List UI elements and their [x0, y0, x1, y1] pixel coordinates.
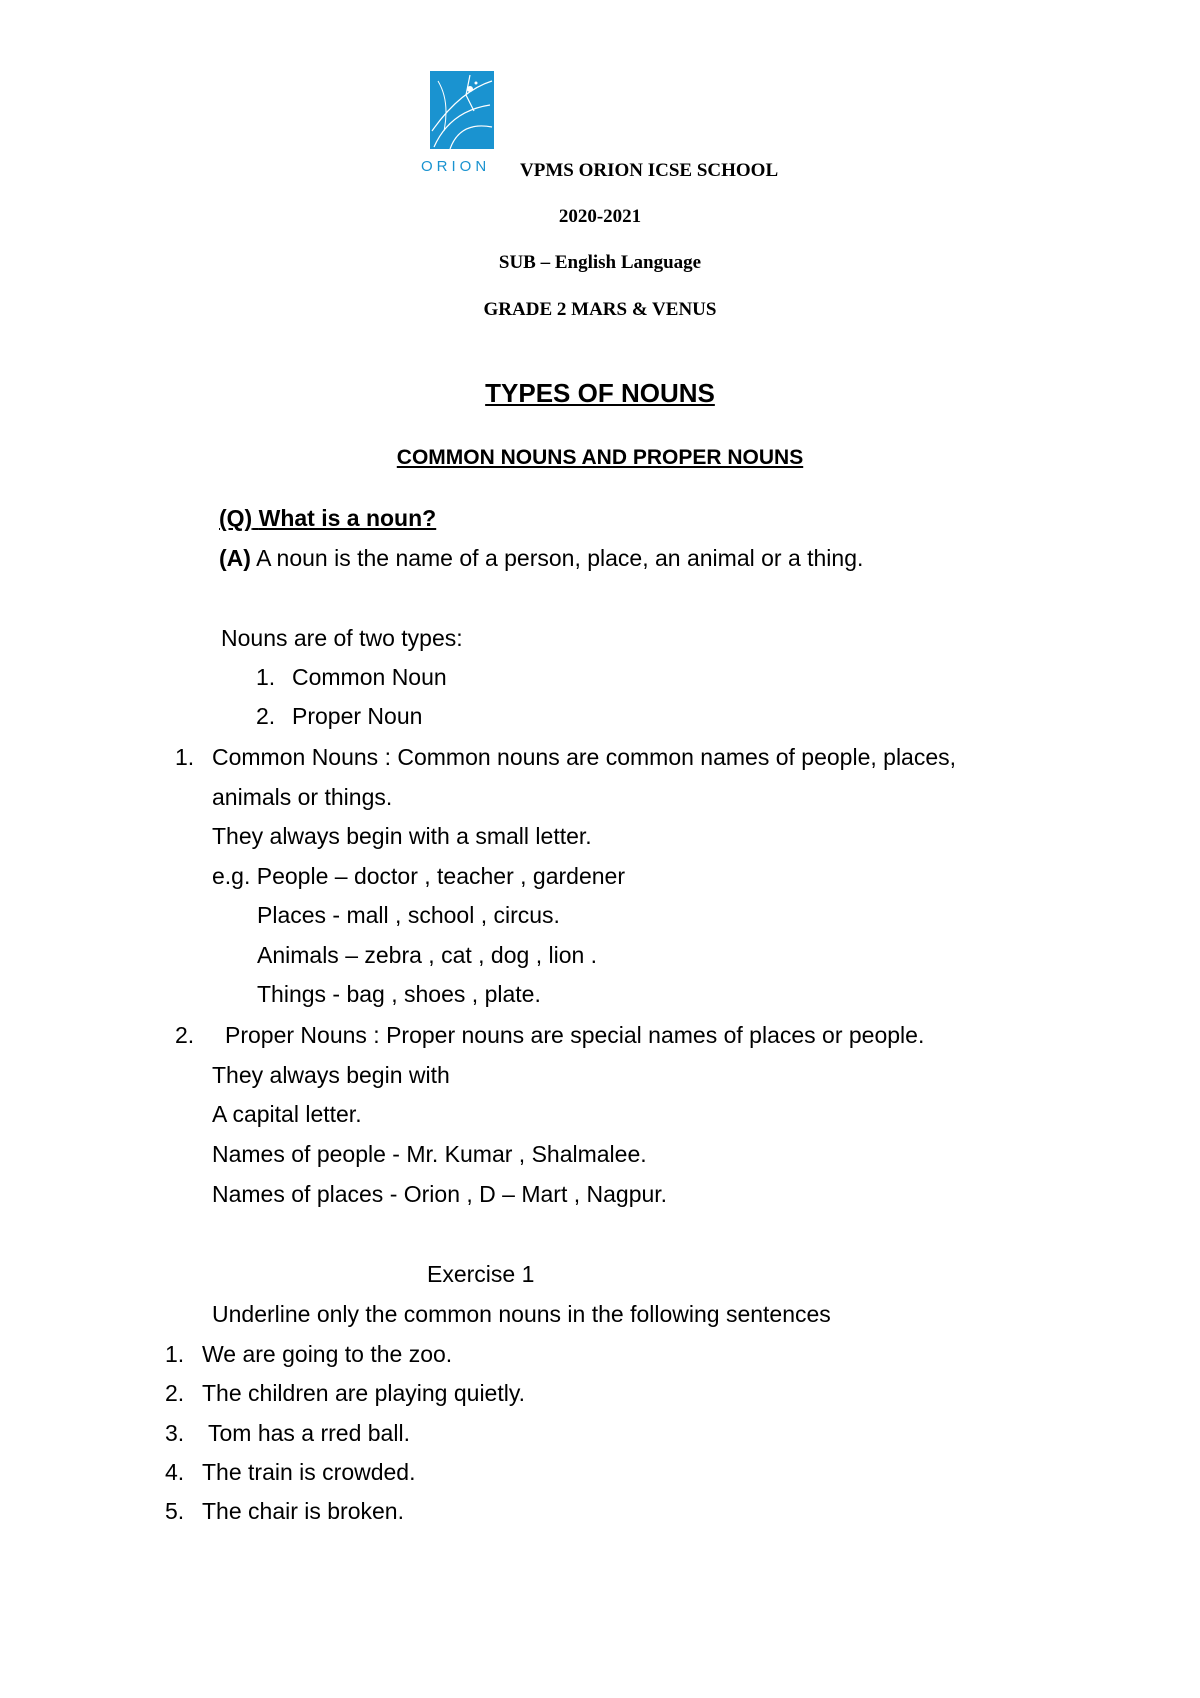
common-example-people: e.g. People – doctor , teacher , gardener [212, 863, 625, 889]
exercise-title: Exercise 1 [427, 1261, 535, 1287]
exercise-item [165, 1498, 404, 1525]
list-text: The chair is broken. [202, 1498, 404, 1524]
exercise-instruction: Underline only the common nouns in the following sentences [212, 1301, 831, 1327]
academic-year: 2020-2021 [558, 206, 642, 227]
common-nouns-number: 1. [175, 744, 195, 770]
answer-line [219, 545, 863, 572]
common-example-things: Things - bag , shoes , plate. [257, 981, 541, 1007]
exercise-item [165, 1420, 410, 1447]
list-text: Common Noun [292, 664, 447, 690]
grade-line: GRADE 2 MARS & VENUS [483, 299, 717, 320]
common-nouns-rule: They always begin with a small letter. [212, 823, 592, 849]
subject-line: SUB – English Language [498, 252, 702, 273]
proper-nouns-rule-cont: A capital letter. [212, 1101, 362, 1127]
exercise-item [165, 1380, 525, 1407]
types-list-item [256, 703, 422, 730]
common-example-animals: Animals – zebra , cat , dog , lion . [257, 942, 598, 968]
proper-nouns-rule: They always begin with [212, 1062, 450, 1088]
list-number: 2. [165, 1380, 185, 1406]
list-text: We are going to the zoo. [202, 1341, 453, 1367]
page-subtitle: COMMON NOUNS AND PROPER NOUNS [396, 446, 804, 469]
proper-nouns-number: 2. [175, 1022, 195, 1048]
common-nouns-definition-cont: animals or things. [212, 784, 393, 810]
exercise-item [165, 1341, 452, 1368]
proper-example-places: Names of places - Orion , D – Mart , Nagpur. [212, 1181, 668, 1207]
types-intro: Nouns are of two types: [221, 625, 463, 651]
list-number: 1. [256, 664, 276, 690]
orion-logo-icon [430, 71, 494, 149]
list-number: 2. [256, 703, 276, 729]
list-number: 4. [165, 1459, 185, 1485]
list-text: The train is crowded. [202, 1459, 416, 1485]
list-number: 1. [165, 1341, 185, 1367]
common-example-places: Places - mall , school , circus. [257, 902, 560, 928]
school-name: VPMS ORION ICSE SCHOOL [520, 160, 779, 181]
question-marker: (Q) [219, 505, 253, 531]
common-nouns-definition: Common Nouns : Common nouns are common names of people, places, [212, 744, 957, 770]
logo-wordmark: ORION [421, 158, 491, 175]
answer-text: A noun is the name of a person, place, an animal or a thing. [256, 545, 864, 571]
types-list-item [256, 664, 447, 691]
list-text: Proper Noun [292, 703, 423, 729]
page-title: TYPES OF NOUNS [485, 378, 715, 408]
exercise-item [165, 1459, 415, 1486]
list-text: Tom has a rred ball. [202, 1420, 410, 1446]
answer-marker: (A) [219, 545, 251, 571]
list-text: The children are playing quietly. [202, 1380, 526, 1406]
proper-example-people: Names of people - Mr. Kumar , Shalmalee. [212, 1141, 647, 1167]
list-number: 3. [165, 1420, 185, 1446]
question-line [219, 505, 436, 532]
question-text: What is a noun? [258, 505, 437, 531]
list-number: 5. [165, 1498, 185, 1524]
proper-nouns-definition: Proper Nouns : Proper nouns are special names of places or people. [225, 1022, 925, 1048]
